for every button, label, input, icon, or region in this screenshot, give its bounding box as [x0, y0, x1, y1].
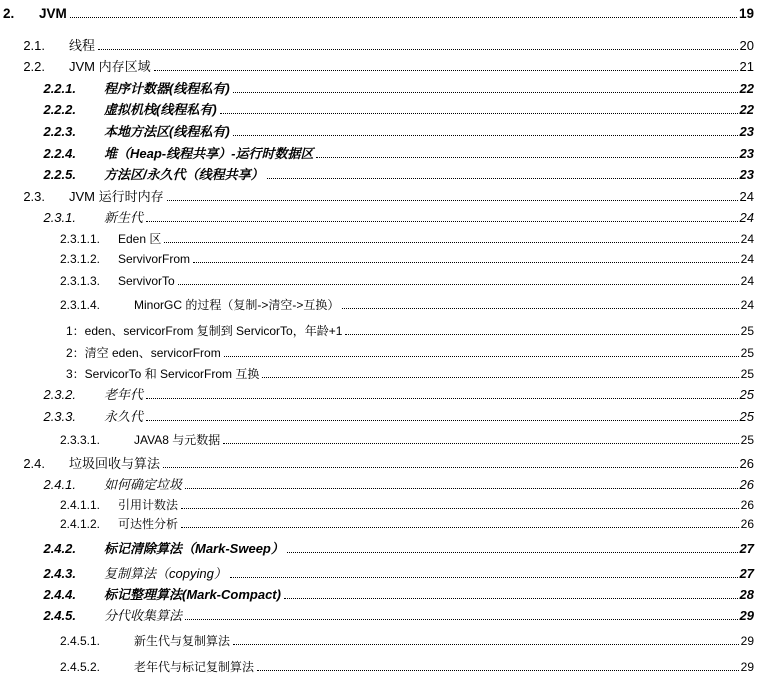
toc-title: 方法区/永久代（线程共享） [104, 167, 264, 182]
toc-entry[interactable] [0, 497, 754, 513]
toc-entry[interactable] [0, 6, 754, 22]
toc-number: 2.4.1.1. [59, 498, 100, 512]
toc-leader [146, 398, 738, 399]
toc-number: 2.3. [23, 189, 45, 204]
toc-page-number: 21 [739, 59, 754, 74]
toc-page-number: 27 [739, 541, 754, 556]
toc-page-number: 25 [740, 324, 754, 338]
toc-title: 新生代 [104, 210, 144, 225]
toc-page-number: 25 [740, 346, 754, 360]
toc-entry[interactable] [0, 345, 754, 361]
toc-entry[interactable] [0, 387, 754, 403]
toc-number: 2.2.2. [43, 102, 76, 117]
toc-title: 标记清除算法（Mark-Sweep） [104, 541, 284, 556]
toc-title: 复制算法（copying） [104, 566, 227, 581]
toc-entry[interactable] [0, 456, 754, 472]
toc-title: MinorGC 的过程（复制->清空->互换） [134, 298, 340, 312]
toc-number: 2.4.2. [43, 541, 76, 556]
toc-page-number: 23 [739, 124, 754, 139]
toc-entry[interactable] [0, 633, 754, 649]
toc-number: 2.3.2. [43, 387, 76, 402]
toc-number: 2.3.3. [43, 409, 76, 424]
toc-leader [193, 262, 739, 263]
toc-leader [257, 670, 739, 671]
toc-leader [267, 178, 738, 179]
toc-entry[interactable] [0, 297, 754, 313]
toc-leader [345, 334, 738, 335]
toc-leader [185, 488, 738, 489]
toc-title: 如何确定垃圾 [104, 477, 183, 492]
toc-page-number: 26 [739, 456, 754, 471]
toc-leader [287, 552, 738, 553]
toc-leader [230, 577, 738, 578]
toc-leader [70, 17, 737, 18]
toc-page-number: 25 [740, 433, 754, 447]
toc-number: 2.3.1.2. [59, 252, 100, 266]
toc-title: 老年代与标记复制算法 [134, 660, 255, 674]
toc-entry[interactable] [0, 231, 754, 247]
toc-title: JAVA8 与元数据 [134, 433, 221, 447]
toc-title: JVM 运行时内存 [69, 189, 164, 204]
toc-title: 程序计数器(线程私有) [104, 81, 230, 96]
toc-number: 2.4.5.1. [59, 634, 100, 648]
toc-entry[interactable] [0, 273, 754, 289]
toc-title: 虚拟机栈(线程私有) [104, 102, 217, 117]
toc-entry[interactable] [0, 146, 754, 162]
toc-entry[interactable] [0, 366, 754, 382]
toc-entry[interactable] [0, 38, 754, 54]
toc-entry[interactable] [0, 323, 754, 339]
toc-number: 2.4.3. [43, 566, 76, 581]
toc-leader [316, 157, 737, 158]
toc-title: 2：清空 eden、servicorFrom [66, 346, 221, 360]
toc-title: 永久代 [104, 409, 144, 424]
toc-number: 2.3.1.1. [59, 232, 100, 246]
toc-entry[interactable] [0, 477, 754, 493]
toc-entry[interactable] [0, 210, 754, 226]
toc-title: 引用计数法 [118, 498, 179, 512]
toc-title: 老年代 [104, 387, 144, 402]
toc-page-number: 24 [740, 232, 754, 246]
toc-page-number: 24 [740, 252, 754, 266]
toc-entry[interactable] [0, 566, 754, 582]
toc-number: 2.1. [23, 38, 45, 53]
toc-leader [181, 527, 739, 528]
toc-number: 2.3.1.3. [59, 274, 100, 288]
toc-page-number: 20 [739, 38, 754, 53]
toc-title: 线程 [69, 38, 96, 53]
toc-leader [146, 221, 738, 222]
toc-title: 可达性分析 [118, 517, 179, 531]
toc-leader [164, 242, 738, 243]
toc-page-number: 24 [739, 189, 754, 204]
toc-title: 3：ServicorTo 和 ServicorFrom 互换 [66, 367, 260, 381]
toc-entry[interactable] [0, 124, 754, 140]
toc-entry[interactable] [0, 541, 754, 557]
toc-page-number: 22 [739, 81, 754, 96]
toc-leader [223, 443, 738, 444]
toc-page-number: 22 [739, 102, 754, 117]
toc-page-number: 26 [740, 517, 754, 531]
toc-leader [154, 70, 738, 71]
toc-page-number: 25 [739, 409, 754, 424]
toc-leader [342, 308, 738, 309]
toc-page-number: 24 [739, 210, 754, 225]
toc-entry[interactable] [0, 659, 754, 675]
toc-title: 分代收集算法 [104, 608, 183, 623]
toc-title: JVM 内存区域 [69, 59, 151, 74]
toc-number: 2. [3, 6, 15, 21]
toc-title: ServivorFrom [118, 252, 191, 266]
toc-number: 2.4. [23, 456, 45, 471]
toc-entry[interactable] [0, 409, 754, 425]
toc-entry[interactable] [0, 587, 754, 603]
toc-page-number: 29 [740, 660, 754, 674]
toc-entry[interactable] [0, 81, 754, 97]
toc-page-number: 23 [739, 146, 754, 161]
toc-entry[interactable] [0, 189, 754, 205]
toc-number: 2.3.1.4. [59, 298, 100, 312]
toc-title: Eden 区 [118, 232, 162, 246]
toc-number: 2.4.4. [43, 587, 76, 602]
toc-entry[interactable] [0, 167, 754, 183]
toc-title: JVM [39, 6, 67, 21]
toc-leader [98, 49, 738, 50]
toc-number: 2.3.3.1. [59, 433, 100, 447]
toc-leader [167, 200, 738, 201]
toc-page-number: 26 [739, 477, 754, 492]
toc-number: 2.3.1. [43, 210, 76, 225]
toc-leader [185, 619, 738, 620]
toc-page-number: 24 [740, 298, 754, 312]
toc-leader [163, 467, 738, 468]
toc-number: 2.4.5. [43, 608, 76, 623]
toc-title: ServivorTo [118, 274, 175, 288]
toc-title: 标记整理算法(Mark-Compact) [104, 587, 281, 602]
toc-number: 2.2.5. [43, 167, 76, 182]
toc-leader [233, 644, 739, 645]
toc-leader [284, 598, 738, 599]
toc-entry[interactable] [0, 432, 754, 448]
toc-entry[interactable] [0, 59, 754, 75]
toc-page-number: 26 [740, 498, 754, 512]
toc-title: 垃圾回收与算法 [69, 456, 161, 471]
toc-number: 2.2.3. [43, 124, 76, 139]
toc-number: 2.2. [23, 59, 45, 74]
toc-title: 1：eden、servicorFrom 复制到 ServicorTo，年龄+1 [66, 324, 343, 338]
toc-leader [233, 92, 738, 93]
toc-number: 2.2.1. [43, 81, 76, 96]
toc-entry[interactable] [0, 608, 754, 624]
toc-entry[interactable] [0, 251, 754, 267]
toc-page-number: 25 [739, 387, 754, 402]
toc-leader [220, 113, 738, 114]
toc-leader [178, 284, 739, 285]
toc-title: 本地方法区(线程私有) [104, 124, 230, 139]
toc-page-number: 29 [740, 634, 754, 648]
toc-page-number: 28 [739, 587, 754, 602]
toc-number: 2.2.4. [43, 146, 76, 161]
toc-number: 2.4.1.2. [59, 517, 100, 531]
toc-page-number: 19 [738, 6, 754, 21]
toc-title: 新生代与复制算法 [134, 634, 231, 648]
toc-entry[interactable] [0, 516, 754, 532]
toc-page-number: 27 [739, 566, 754, 581]
toc-entry[interactable] [0, 102, 754, 118]
toc-leader [224, 356, 739, 357]
toc-title: 堆（Heap-线程共享）-运行时数据区 [104, 146, 314, 161]
toc-leader [146, 420, 738, 421]
toc-page-number: 29 [739, 608, 754, 623]
toc-number: 2.4.5.2. [59, 660, 100, 674]
toc-page-number: 24 [740, 274, 754, 288]
toc-page-number: 23 [739, 167, 754, 182]
toc-leader [181, 508, 739, 509]
toc-leader [233, 135, 738, 136]
toc-page-number: 25 [740, 367, 754, 381]
toc-leader [262, 377, 738, 378]
toc-number: 2.4.1. [43, 477, 76, 492]
